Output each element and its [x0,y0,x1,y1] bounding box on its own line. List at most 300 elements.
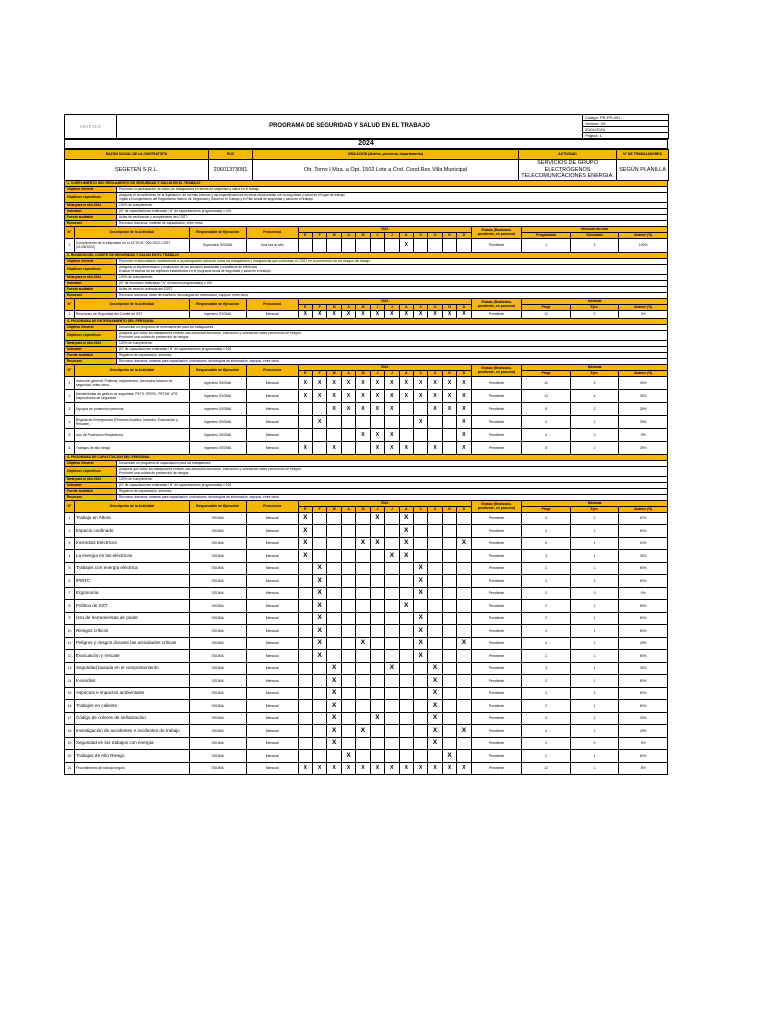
col-progress: Avance (%) [619,370,668,376]
month-mark [399,625,413,638]
month-mark [442,687,456,700]
month-header: M [327,304,341,310]
month-mark: X [356,376,370,389]
activity-description: Reuniones de Seguridad del Comité de SST [74,310,189,318]
row-number: 5 [65,428,75,441]
month-mark: X [327,389,341,402]
month-header: A [399,232,413,238]
activity-responsible: SSOMA [189,650,246,663]
month-mark: X [413,625,427,638]
month-mark [399,712,413,725]
month-mark: X [399,600,413,613]
month-mark: X [457,389,471,402]
objective-value [117,330,668,340]
activity-executed: 1 [570,662,618,675]
month-mark: X [327,675,341,688]
month-header: F [313,370,327,376]
objective-row [65,358,668,364]
month-header: O [428,506,442,512]
objective-key: Recursos [65,358,117,364]
month-mark [356,575,370,588]
objective-line: Desarrollar un programa de capacitación para los trabajadores. [119,461,212,465]
month-mark [413,512,427,525]
month-mark: X [298,512,312,525]
month-mark [385,537,399,550]
month-header: M [356,370,370,376]
activity-progress: 50% [619,525,668,538]
month-mark [313,750,327,763]
section-objectives [64,259,668,299]
month-mark: X [457,376,471,389]
col-num: N° [65,365,75,377]
activity-programmed: 8 [522,402,570,415]
program-sections [64,181,668,776]
activity-programmed: 2 [522,675,570,688]
objective-key: Recursos [65,220,117,226]
month-mark [413,675,427,688]
activity-progress: 20% [619,537,668,550]
col-description: Descripción de la Actividad [74,501,189,513]
month-mark [327,512,341,525]
activity-programmed: 12 [522,762,570,775]
month-mark [298,712,312,725]
value-razon-social: SEGETEN S.R.L. [65,160,209,181]
activity-description: Trabajos de alto riesgo [74,441,189,454]
month-header: J [385,304,399,310]
month-mark [327,550,341,563]
activity-description: Trabajos en caliente [74,700,189,713]
month-mark: X [298,537,312,550]
month-mark: X [356,389,370,402]
month-mark [356,625,370,638]
activity-progress: 0% [619,428,668,441]
activity-executed: 1 [570,700,618,713]
program-sheet [64,114,668,775]
activity-responsible: Ingeniero SSOMA [189,441,246,454]
col-frequency: Frecuencia [246,501,298,513]
month-mark [313,675,327,688]
month-mark: X [385,310,399,318]
activity-frequency: Mensual [246,428,298,441]
objective-key: Indicador [65,482,117,488]
activity-executed: 1 [570,562,618,575]
month-mark: X [399,537,413,550]
month-mark: X [313,575,327,588]
activity-frequency: Mensual [246,415,298,428]
activity-state: Pendiente [471,612,522,625]
month-mark [399,637,413,650]
activity-state: Pendiente [471,441,522,454]
month-header: N [442,370,456,376]
month-mark [442,675,456,688]
month-mark [428,750,442,763]
month-mark: X [327,725,341,738]
month-mark [428,650,442,663]
objective-line: 100% de cumplimiento [119,203,153,207]
table-row [65,310,668,318]
month-header: D [457,304,471,310]
month-mark: X [313,625,327,638]
month-mark [413,238,427,252]
logo-text: SEGETEN [79,124,102,129]
row-number: 15 [65,687,75,700]
month-header: M [356,506,370,512]
activity-state: Pendiente [471,600,522,613]
month-mark: X [313,650,327,663]
activity-state: Pendiente [471,537,522,550]
month-mark [399,662,413,675]
activity-description: Incendios [74,675,189,688]
month-mark [399,737,413,750]
month-mark [457,238,471,252]
month-mark [457,750,471,763]
month-mark [370,662,384,675]
objective-line: Recursos humanos, material de capacitación, entre otros. [119,221,204,225]
month-header: M [327,370,341,376]
month-mark [385,600,399,613]
month-mark [356,512,370,525]
activity-progress: 25% [619,402,668,415]
month-mark [457,675,471,688]
month-header: N [442,232,456,238]
month-mark [356,712,370,725]
row-number: 20 [65,750,75,763]
activity-progress: 0% [619,310,668,318]
objective-line: Recursos humanos, útiles de escritorio, tecnologías de información, equipos, entre otros. [119,293,249,297]
activities-table [64,227,668,253]
month-mark: X [327,662,341,675]
month-mark [298,612,312,625]
month-mark [457,562,471,575]
row-number: 6 [65,575,75,588]
month-mark [385,737,399,750]
activity-progress: 50% [619,575,668,588]
month-mark: X [327,310,341,318]
month-mark: X [385,402,399,415]
month-mark [313,700,327,713]
month-mark: X [399,389,413,402]
month-mark [442,587,456,600]
month-mark [313,512,327,525]
col-programmed: Progr [522,506,570,512]
activities-table [64,501,668,776]
activity-description: Investigación de accidentes e incidentes de trabajo [74,725,189,738]
month-header: J [385,506,399,512]
activity-state: Pendiente [471,562,522,575]
objective-row [65,292,668,298]
activity-state: Pendiente [471,310,522,318]
month-mark: X [341,402,355,415]
row-number: 17 [65,712,75,725]
month-mark [370,750,384,763]
value-trabajadores: SEGÚN PLANILLA [617,160,669,181]
table-row [65,687,668,700]
month-mark: X [313,415,327,428]
month-header: A [399,370,413,376]
activity-responsible: SSOMA [189,575,246,588]
month-mark: X [413,389,427,402]
activity-frequency: Mensual [246,537,298,550]
month-mark: X [313,389,327,402]
month-mark: X [298,389,312,402]
activity-frequency: Mensual [246,662,298,675]
month-mark [457,700,471,713]
month-mark [428,415,442,428]
month-mark [385,575,399,588]
col-monthly: Mensual [522,299,668,305]
activity-executed: 0 [570,428,618,441]
activity-programmed: 2 [522,687,570,700]
activity-progress: 50% [619,700,668,713]
activity-progress: 33% [619,662,668,675]
month-mark [341,662,355,675]
col-frequency: Frecuencia [246,299,298,311]
activity-progress: 0% [619,737,668,750]
activity-description: Trabajos de Alto Riesgo [74,750,189,763]
month-mark [457,687,471,700]
activity-responsible: Ingeniero SSOMA [189,428,246,441]
month-mark [341,562,355,575]
activity-programmed: 3 [522,550,570,563]
month-mark [399,650,413,663]
activity-programmed: 12 [522,376,570,389]
month-mark [457,575,471,588]
activity-frequency: Mensual [246,525,298,538]
month-mark [399,402,413,415]
activity-frequency: Mensual [246,687,298,700]
table-row [65,550,668,563]
activity-responsible: SSOMA [189,675,246,688]
month-mark: X [457,402,471,415]
month-header: F [313,304,327,310]
month-mark [356,415,370,428]
activity-description: Riesgos críticos [74,625,189,638]
month-mark [413,662,427,675]
month-mark [399,687,413,700]
month-header: E [298,370,312,376]
month-mark: X [370,712,384,725]
month-mark [442,441,456,454]
month-mark [385,415,399,428]
month-header: N [442,304,456,310]
activity-programmed: 2 [522,700,570,713]
month-mark [370,625,384,638]
month-mark: X [370,441,384,454]
activity-description: Seguridad en los trabajos con energía [74,737,189,750]
month-mark [298,675,312,688]
objective-key: Indicador [65,346,117,352]
month-mark [442,562,456,575]
table-row [65,512,668,525]
activity-responsible: SSOMA [189,725,246,738]
month-mark: X [313,376,327,389]
month-mark [385,712,399,725]
activity-responsible: Supervisor SSOMA [189,238,246,252]
activity-progress: 50% [619,612,668,625]
objective-value [117,494,668,500]
month-mark [356,562,370,575]
month-mark: X [413,650,427,663]
month-mark [370,415,384,428]
activity-description: Procedimiento de trabajo seguro [74,762,189,775]
month-mark [399,428,413,441]
activity-state: Pendiente [471,587,522,600]
month-mark [370,550,384,563]
month-mark: X [370,537,384,550]
table-row [65,600,668,613]
activity-programmed: 2 [522,737,570,750]
label-actividad: ACTIVIDAD [519,150,617,160]
activity-frequency: Mensual [246,512,298,525]
month-mark: X [413,562,427,575]
activities-table [64,299,668,319]
col-executed: Ejecutado [570,232,618,238]
month-header: A [341,506,355,512]
objective-key: Objetivo General [65,461,117,467]
month-mark: X [457,310,471,318]
month-mark: X [442,376,456,389]
objective-line: 100% de cumplimiento [119,477,153,481]
objective-line: Recursos humanos, material para capacitación, instructores, tecnologías de información, equipos, entre otros. [119,495,280,499]
row-number: 3 [65,537,75,550]
month-mark [356,238,370,252]
activity-executed: 1 [570,415,618,428]
objective-key: Fuente auditable [65,286,117,292]
activity-programmed: 3 [522,712,570,725]
activity-state: Pendiente [471,550,522,563]
month-mark [341,737,355,750]
objective-key: Indicador [65,208,117,214]
activity-responsible: SSOMA [189,737,246,750]
month-mark: X [356,402,370,415]
month-mark: X [356,725,370,738]
month-mark [313,712,327,725]
month-mark [413,750,427,763]
month-mark [341,587,355,600]
activity-frequency: Mensual [246,650,298,663]
month-mark: X [356,637,370,650]
month-mark [341,725,355,738]
month-mark [327,650,341,663]
month-mark [327,562,341,575]
month-header: S [413,506,427,512]
month-mark [457,612,471,625]
month-mark: X [457,441,471,454]
month-mark [370,612,384,625]
month-mark: X [327,376,341,389]
month-mark [313,428,327,441]
activity-executed: 1 [570,525,618,538]
objective-key: Objetivos específicos [65,264,117,274]
month-mark: X [313,600,327,613]
activity-frequency: Mensual [246,700,298,713]
month-header: O [428,304,442,310]
activity-frequency: Una vez al año [246,238,298,252]
activity-responsible: SSOMA [189,525,246,538]
month-mark [313,550,327,563]
activity-executed: 1 [570,575,618,588]
month-mark [356,441,370,454]
table-row [65,612,668,625]
objective-line: Asegurar la implementación y evaluación de las acciones adoptadas y establecer su eficiencia. [119,265,258,269]
activity-description: Espacio confinado [74,525,189,538]
month-mark [442,428,456,441]
activity-responsible: SSOMA [189,587,246,600]
month-mark: X [327,700,341,713]
activity-frequency: Mensual [246,612,298,625]
activity-programmed: 4 [522,637,570,650]
activity-programmed: 12 [522,310,570,318]
month-mark: X [356,762,370,775]
month-mark [313,402,327,415]
month-header: D [457,232,471,238]
month-mark [327,428,341,441]
objective-line: 100% de cumplimiento [119,275,153,279]
table-row [65,376,668,389]
row-number: 6 [65,441,75,454]
month-mark: X [457,415,471,428]
month-header: M [356,304,370,310]
value-actividad: SERVICIOS DE GRUPO ELECTRÓGENOS TELECOMUNICACIONES ENERGIA. [519,160,617,181]
row-number: 2 [65,525,75,538]
month-mark [327,525,341,538]
table-row [65,662,668,675]
activity-state: Pendiente [471,525,522,538]
month-mark [327,637,341,650]
activity-responsible: SSOMA [189,762,246,775]
month-header: J [385,370,399,376]
month-mark [370,725,384,738]
month-mark [370,238,384,252]
month-mark [413,600,427,613]
month-mark [356,750,370,763]
activity-executed: 4 [570,389,618,402]
activity-programmed: 2 [522,525,570,538]
month-mark [370,637,384,650]
activity-executed: 1 [570,762,618,775]
month-mark: X [370,762,384,775]
month-mark [385,512,399,525]
month-mark [385,700,399,713]
table-row [65,737,668,750]
activity-progress: 33% [619,376,668,389]
program-section [64,319,668,455]
activity-programmed: 3 [522,512,570,525]
activity-description: Seguridad basada en el comportamiento [74,662,189,675]
month-mark: X [341,389,355,402]
month-mark [356,700,370,713]
month-mark: X [298,441,312,454]
row-number: 5 [65,562,75,575]
activity-progress: 50% [619,562,668,575]
month-mark [442,238,456,252]
month-header: S [413,304,427,310]
month-mark [399,700,413,713]
activity-programmed: 4 [522,415,570,428]
activity-frequency: Mensual [246,725,298,738]
row-number: 21 [65,762,75,775]
month-header: M [327,506,341,512]
month-header: A [341,304,355,310]
month-mark [370,700,384,713]
objective-value [117,466,668,476]
month-mark: X [327,712,341,725]
objective-line: Registros de capacitación, informes [119,353,172,357]
objective-line: Registros de capacitación, informes [119,489,172,493]
month-header: A [399,304,413,310]
objective-key: Indicador [65,280,117,286]
month-mark: X [298,550,312,563]
